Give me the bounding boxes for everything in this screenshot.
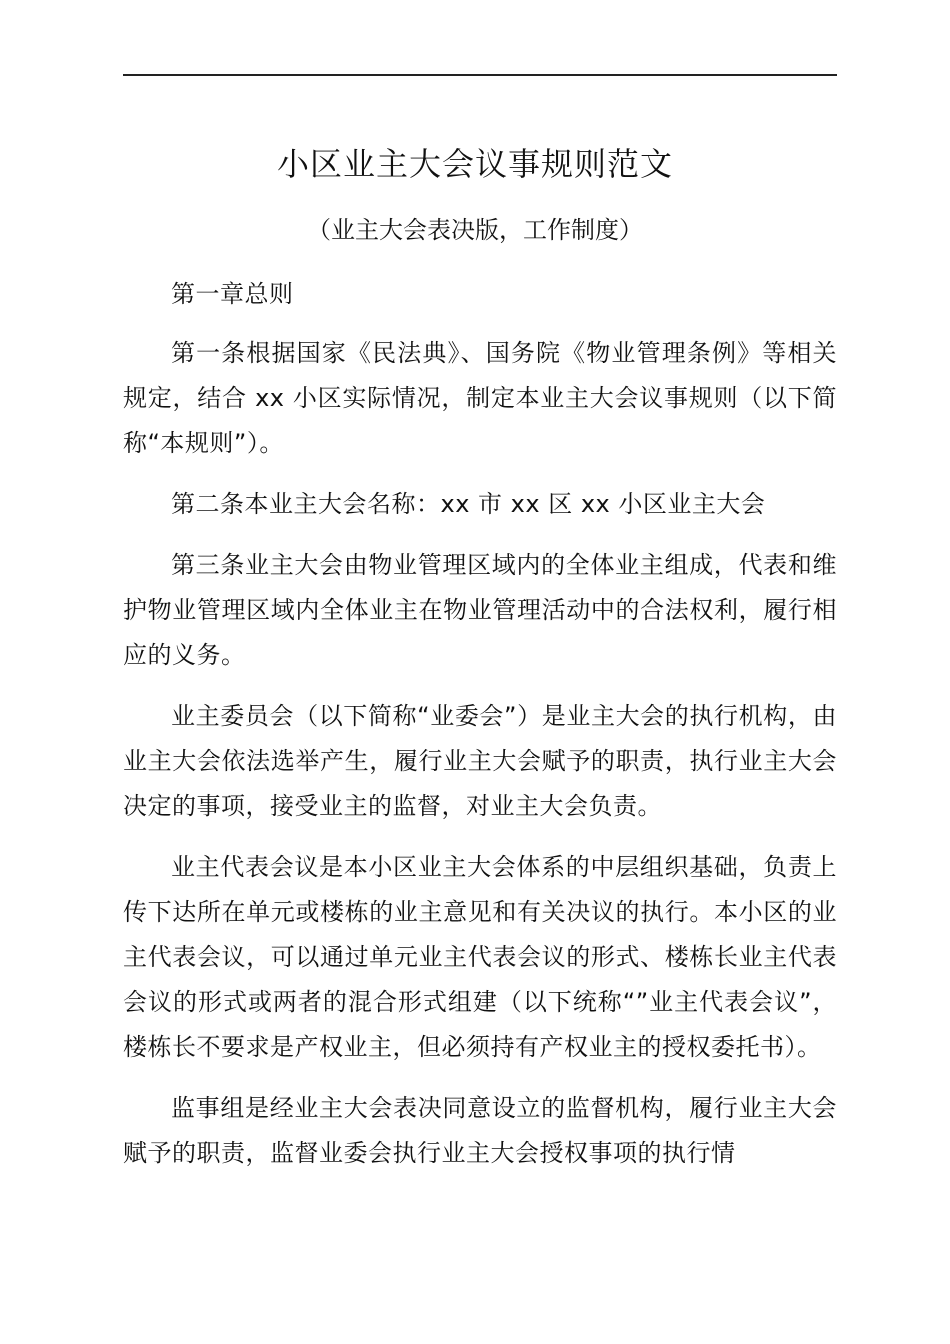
header-rule	[123, 74, 837, 76]
article-2: 第二条本业主大会名称：xx 市 xx 区 xx 小区业主大会	[171, 490, 766, 518]
paragraph-supervisory-group: 监事组是经业主大会表决同意设立的监督机构，履行业主大会赋予的职责，监督业委会执行业主大会授权事项的执行情	[123, 1094, 837, 1167]
chapter-heading: 第一章总则	[171, 280, 294, 308]
paragraph-owners-committee: 业主委员会（以下简称“业委会”）是业主大会的执行机构，由业主大会依法选举产生，履行业主大会赋予的职责，执行业主大会决定的事项，接受业主的监督，对业主大会负责。	[123, 702, 837, 820]
paragraph-owner-representatives: 业主代表会议是本小区业主大会体系的中层组织基础，负责上传下达所在单元或楼栋的业主意见和有关决议的执行。本小区的业主代表会议，可以通过单元业主代表会议的形式、楼栋长业主代表会议的形式或两者的混合形式组建（以下统称“”业主代表会议”，楼栋长不要求是产权业主，但必须持有产权业主的授权委托书）。	[123, 853, 837, 1061]
article-1: 第一条根据国家《民法典》、国务院《物业管理条例》等相关规定，结合 xx 小区实际情况，制定本业主大会议事规则（以下简称“本规则”）。	[123, 339, 837, 457]
document-body	[123, 272, 837, 1192]
document-title: 小区业主大会议事规则范文	[276, 145, 673, 183]
document-subtitle: （业主大会表决版，工作制度）	[307, 216, 643, 244]
article-3: 第三条业主大会由物业管理区域内的全体业主组成，代表和维护物业管理区域内全体业主在物业管理活动中的合法权利，履行相应的义务。	[123, 551, 837, 669]
